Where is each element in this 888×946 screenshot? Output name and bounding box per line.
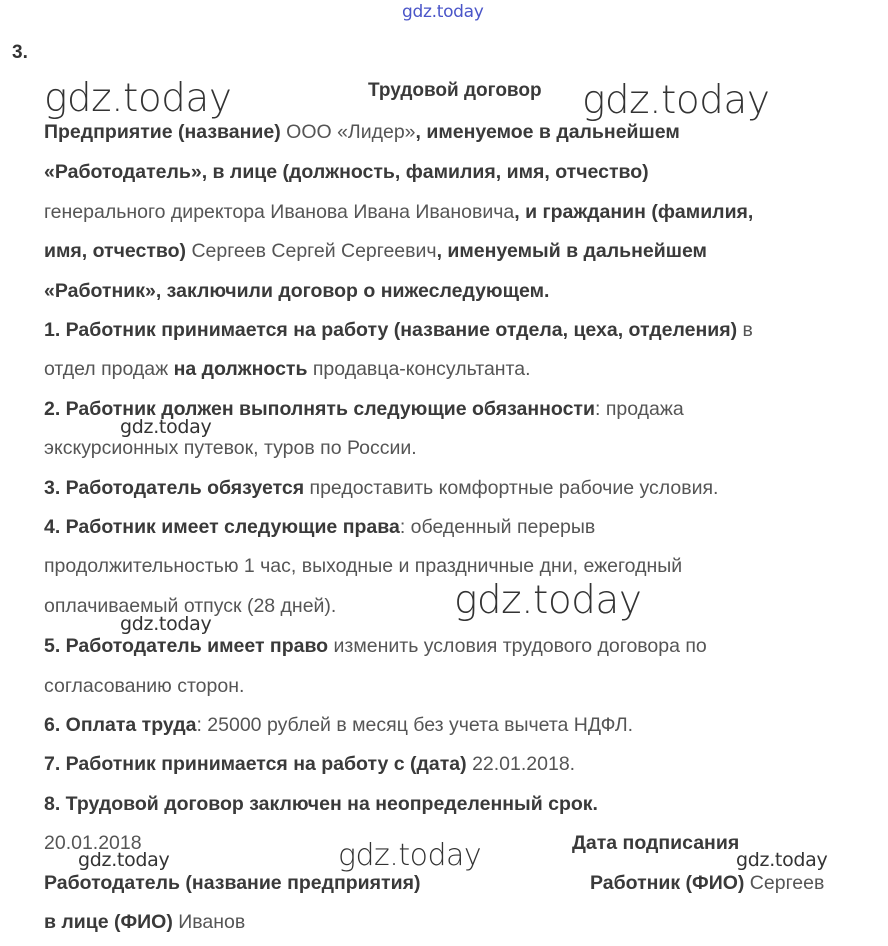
watermark-large-3: gdz.today — [454, 578, 642, 623]
line-17: 7. Работник принимается на работу с (дата) 22.01.2018. — [44, 753, 576, 775]
line-18: 8. Трудовой договор заключен на неопределенный срок. — [44, 793, 598, 815]
watermark-medium: gdz.today — [338, 838, 482, 873]
line-2: «Работодатель», в лице (должность, фамилия, имя, отчество) — [44, 161, 649, 183]
line-7: отдел продаж на должность продавца-консультанта. — [44, 358, 531, 380]
watermark-small-1: gdz.today — [120, 416, 212, 438]
employee-line: Работник (ФИО) Сергеев — [590, 872, 825, 894]
line-16: 6. Оплата труда: 25000 рублей в месяц без учета вычета НДФЛ. — [44, 714, 634, 736]
line-12: продолжительностью 1 час, выходные и праздничные дни, ежегодный — [44, 555, 683, 577]
line-15: согласованию сторон. — [44, 675, 245, 697]
watermark-top: gdz.today — [402, 2, 484, 22]
line-9: экскурсионных путевок, туров по России. — [44, 437, 417, 459]
line-5: «Работник», заключили договор о нижеследующем. — [44, 280, 550, 302]
watermark-large-2: gdz.today — [582, 78, 770, 123]
signing-date-label: Дата подписания — [572, 832, 740, 854]
watermark-large-1: gdz.today — [44, 76, 232, 121]
employer-label: Работодатель (название предприятия) — [44, 872, 421, 894]
task-number: 3. — [12, 42, 28, 63]
line-6: 1. Работник принимается на работу (название отдела, цеха, отделения) в — [44, 319, 753, 341]
line-4: имя, отчество) Сергеев Сергей Сергеевич, именуемый в дальнейшем — [44, 240, 707, 262]
line-10: 3. Работодатель обязуется предоставить комфортные рабочие условия. — [44, 477, 719, 499]
watermark-small-2: gdz.today — [120, 613, 212, 635]
signing-date-value: 20.01.2018 — [44, 832, 142, 854]
line-3: генерального директора Иванова Ивана Ивановича, и гражданин (фамилия, — [44, 201, 754, 223]
line-13: оплачиваемый отпуск (28 дней). — [44, 595, 337, 617]
watermark-small-3: gdz.today — [78, 849, 170, 871]
representative-line: в лице (ФИО) Иванов — [44, 911, 246, 933]
line-1: Предприятие (название) ООО «Лидер», именуемое в дальнейшем — [44, 121, 680, 143]
line-8: 2. Работник должен выполнять следующие обязанности: продажа — [44, 398, 684, 420]
watermark-small-4: gdz.today — [736, 849, 828, 871]
line-11: 4. Работник имеет следующие права: обеденный перерыв — [44, 516, 596, 538]
document-title: Трудовой договор — [368, 80, 542, 101]
line-14: 5. Работодатель имеет право изменить условия трудового договора по — [44, 635, 707, 657]
